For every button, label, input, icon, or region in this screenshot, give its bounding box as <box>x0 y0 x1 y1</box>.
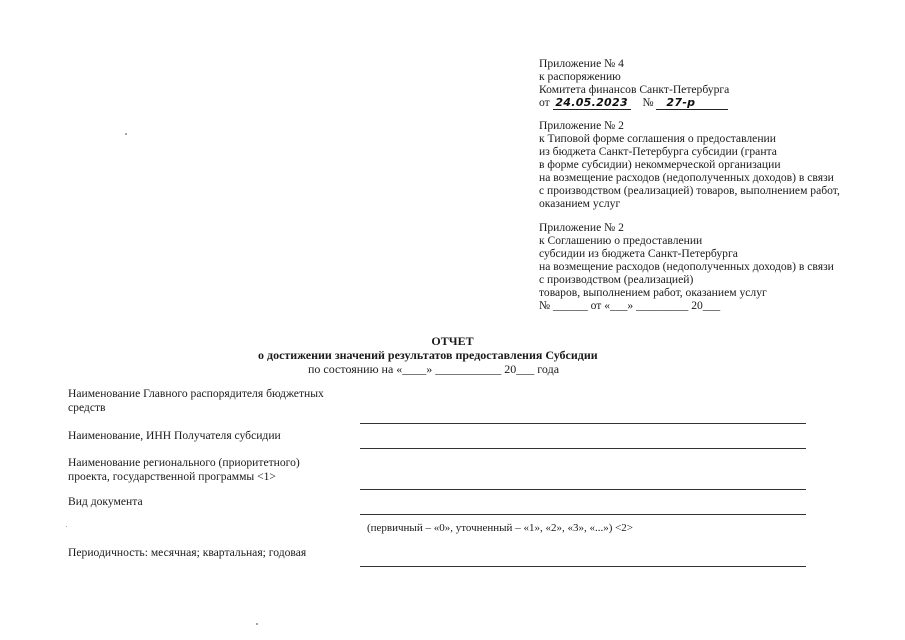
appendix-4-date-number-line <box>539 96 728 110</box>
document-type-fill-line <box>360 514 806 515</box>
appendix-4-committee: Комитета финансов Санкт-Петербурга <box>539 83 730 96</box>
number-prefix: № <box>642 96 654 109</box>
project-fill-line <box>360 489 806 490</box>
report-subtitle: о достижении значений результатов предоставления Субсидии <box>258 348 598 362</box>
project-label-cont: проекта, государственной программы <1> <box>68 470 276 483</box>
recipient-label: Наименование, ИНН Получателя субсидии <box>68 429 281 442</box>
appendix-2-agreement-line: товаров, выполнением работ, оказанием услуг <box>539 286 767 299</box>
appendix-2-typical-title: Приложение № 2 <box>539 119 624 132</box>
appendix-2-typical-line: с производством (реализацией) товаров, выполнением работ, <box>539 184 840 197</box>
document-type-label: Вид документа <box>68 495 143 508</box>
appendix-2-agreement-line: на возмещение расходов (недополученных доходов) в связи <box>539 260 834 273</box>
handwritten-number: 27-р <box>656 97 728 110</box>
date-prefix: от <box>539 96 550 109</box>
appendix-2-typical-line: в форме субсидии) некоммерческой организации <box>539 158 781 171</box>
appendix-2-agreement-number-date: № ______ от «___» _________ 20___ <box>539 299 721 312</box>
scan-speck <box>125 133 127 135</box>
report-title: ОТЧЕТ <box>431 334 474 348</box>
scan-speck <box>66 526 67 527</box>
periodicity-fill-line <box>360 566 806 567</box>
recipient-fill-line <box>360 448 806 449</box>
main-distributor-label-cont: средств <box>68 401 106 414</box>
appendix-2-typical-line: на возмещение расходов (недополученных доходов) в связи <box>539 171 834 184</box>
appendix-2-agreement-line: к Соглашению о предоставлении <box>539 234 703 247</box>
document-type-hint: (первичный – «0», уточненный – «1», «2», «3», «...») <2> <box>367 522 634 534</box>
appendix-4-to-order: к распоряжению <box>539 70 621 83</box>
appendix-2-typical-line: из бюджета Санкт-Петербурга субсидии (гранта <box>539 145 777 158</box>
scan-speck <box>256 623 258 625</box>
appendix-2-agreement-line: с производством (реализацией) <box>539 273 694 286</box>
appendix-2-typical-line: оказанием услуг <box>539 197 621 210</box>
appendix-4-title: Приложение № 4 <box>539 57 624 70</box>
project-label: Наименование регионального (приоритетного) <box>68 456 300 469</box>
appendix-2-typical-line: к Типовой форме соглашения о предоставлении <box>539 132 776 145</box>
appendix-2-agreement-line: субсидии из бюджета Санкт-Петербурга <box>539 247 738 260</box>
main-distributor-fill-line <box>360 423 806 424</box>
periodicity-label: Периодичность: месячная; квартальная; годовая <box>68 546 307 559</box>
report-as-of-date: по состоянию на «____» ___________ 20___ года <box>308 362 560 376</box>
appendix-2-agreement-title: Приложение № 2 <box>539 221 624 234</box>
handwritten-date: 24.05.2023 <box>553 97 631 110</box>
main-distributor-label: Наименование Главного распорядителя бюджетных <box>68 387 324 400</box>
